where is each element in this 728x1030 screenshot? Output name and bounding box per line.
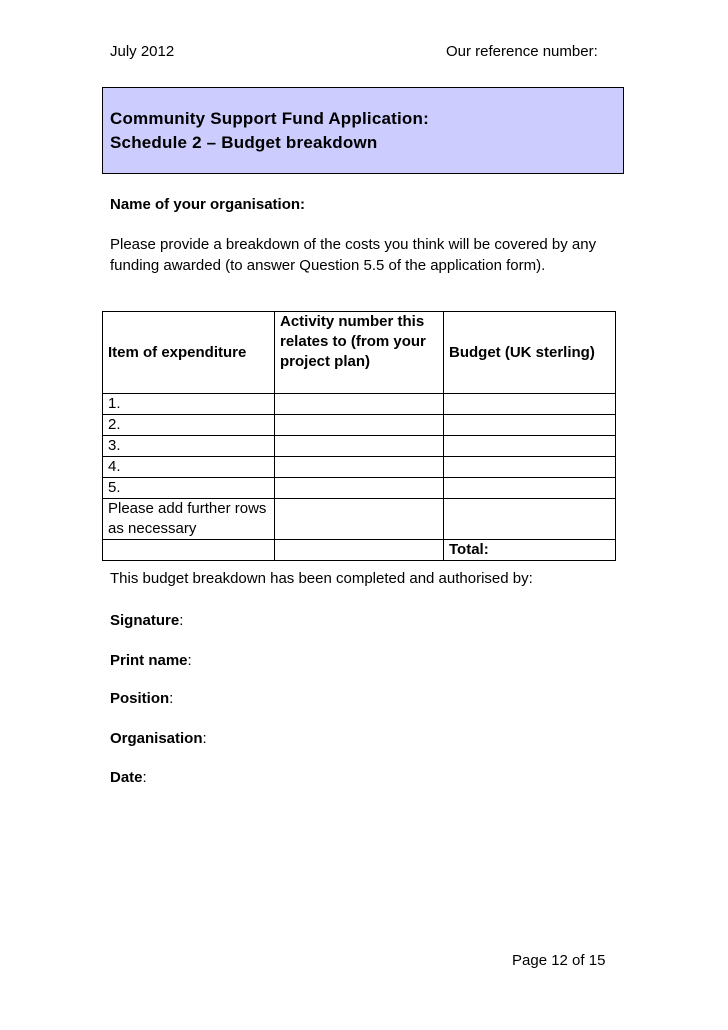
row-activity-cell[interactable] <box>275 478 444 499</box>
row-activity-cell[interactable] <box>275 499 444 540</box>
row-item: 2. <box>103 415 275 436</box>
total-empty-cell <box>275 540 444 561</box>
row-budget-cell[interactable] <box>444 415 616 436</box>
title-line-2: Schedule 2 – Budget breakdown <box>110 133 378 152</box>
row-budget-cell[interactable] <box>444 478 616 499</box>
date-field: Date: <box>110 769 147 786</box>
total-label: Total: <box>444 540 616 561</box>
signature-field: Signature: <box>110 612 184 629</box>
authorised-text: This budget breakdown has been completed and authorised by: <box>110 570 533 587</box>
row-budget-cell[interactable] <box>444 499 616 540</box>
title-box <box>102 87 624 174</box>
header-activity-number: Activity number this relates to (from your project plan) <box>275 312 444 394</box>
row-activity-cell[interactable] <box>275 436 444 457</box>
intro-text: Please provide a breakdown of the costs you think will be covered by any funding awarded (to answer Question 5.5 of the application form). <box>110 236 597 274</box>
row-item: 3. <box>103 436 275 457</box>
date-label: Date <box>110 769 143 786</box>
organisation-label: Name of your organisation: <box>110 196 306 213</box>
total-empty-cell <box>103 540 275 561</box>
table-row <box>103 394 616 415</box>
position-label: Position <box>110 690 170 707</box>
header-reference-label: Our reference number: <box>446 43 598 60</box>
table-header-row <box>103 312 616 394</box>
row-item: 4. <box>103 457 275 478</box>
organisation-field-label: Organisation <box>110 730 203 747</box>
table-row <box>103 436 616 457</box>
row-budget-cell[interactable] <box>444 394 616 415</box>
row-item: 1. <box>103 394 275 415</box>
row-activity-cell[interactable] <box>275 415 444 436</box>
row-item: Please add further rows as necessary <box>103 499 275 540</box>
page-number: Page 12 of 15 <box>512 952 606 969</box>
row-activity-cell[interactable] <box>275 457 444 478</box>
table-row <box>103 499 616 540</box>
header-budget: Budget (UK sterling) <box>444 312 616 394</box>
table-total-row <box>103 540 616 561</box>
row-item: 5. <box>103 478 275 499</box>
row-budget-cell[interactable] <box>444 436 616 457</box>
table-row <box>103 457 616 478</box>
header-date: July 2012 <box>110 43 175 60</box>
print-name-field: Print name: <box>110 652 192 669</box>
budget-table <box>102 311 616 561</box>
signature-label: Signature <box>110 612 180 629</box>
row-activity-cell[interactable] <box>275 394 444 415</box>
header-item-of-expenditure: Item of expenditure <box>103 312 275 394</box>
title-line-1: Community Support Fund Application: <box>110 109 429 128</box>
organisation-field: Organisation: <box>110 730 207 747</box>
table-row <box>103 478 616 499</box>
print-name-label: Print name <box>110 652 188 669</box>
row-budget-cell[interactable] <box>444 457 616 478</box>
position-field: Position: <box>110 690 174 707</box>
table-row <box>103 415 616 436</box>
